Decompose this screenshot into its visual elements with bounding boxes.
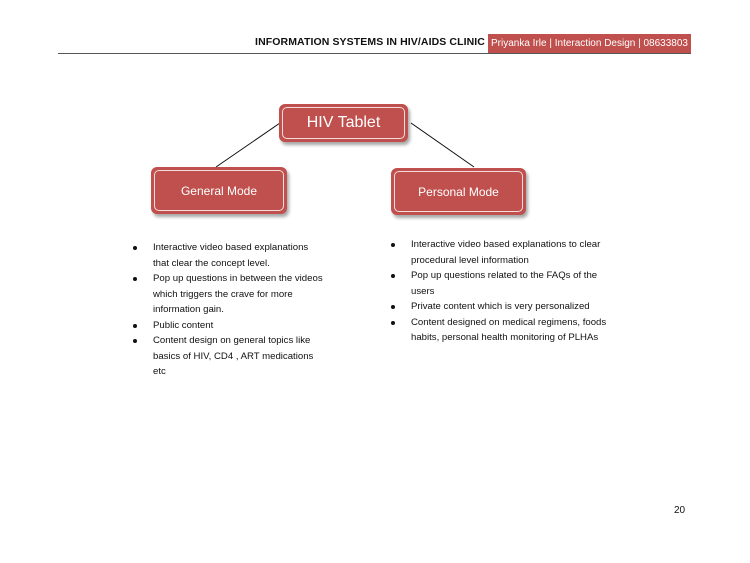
bullet-icon [133, 246, 137, 250]
bullet-text: Pop up questions related to the FAQs of the users [411, 270, 598, 297]
bullet-icon [133, 277, 137, 281]
list-item [120, 333, 325, 380]
bullet-text: Interactive video based explanations that clear the concept level. [153, 242, 309, 269]
bullet-icon [391, 305, 395, 309]
bullet-text: Interactive video based explanations to clear procedural level information [411, 239, 601, 266]
bullet-text: Content designed on medical regimens, foods habits, personal health monitoring of PLHAs [411, 316, 607, 343]
list-item [120, 271, 325, 318]
bullet-icon [391, 321, 395, 325]
general-mode-label: General Mode [154, 170, 284, 211]
list-item [378, 315, 608, 346]
connector-root-to-personal [411, 123, 474, 167]
bullet-text: Public content [153, 319, 214, 331]
list-item [378, 268, 608, 299]
bullet-icon [391, 274, 395, 278]
personal-mode-label: Personal Mode [394, 171, 523, 212]
root-node-box [279, 104, 408, 142]
document-title: INFORMATION SYSTEMS IN HIV/AIDS CLINIC [255, 36, 485, 48]
bullet-text: Pop up questions in between the videos which triggers the crave for more information gain. [153, 273, 323, 315]
root-node-label: HIV Tablet [282, 107, 405, 139]
list-item [378, 299, 608, 315]
connector-root-to-general [216, 123, 280, 167]
page-number: 20 [674, 505, 686, 516]
list-item [120, 240, 325, 271]
bullet-icon [133, 324, 137, 328]
list-item [378, 237, 608, 268]
bullet-icon [391, 243, 395, 247]
general-mode-bullet-list [120, 240, 325, 380]
personal-mode-bullet-list [378, 237, 608, 346]
bullet-text: Content design on general topics like basics of HIV, CD4 , ART medications etc [153, 335, 314, 377]
list-item [120, 318, 325, 334]
bullet-icon [133, 339, 137, 343]
general-mode-box [151, 167, 287, 214]
bullet-text: Private content which is very personalized [411, 301, 590, 312]
personal-mode-box [391, 168, 526, 215]
author-badge: Priyanka Irle | Interaction Design | 08633803 [488, 34, 691, 53]
